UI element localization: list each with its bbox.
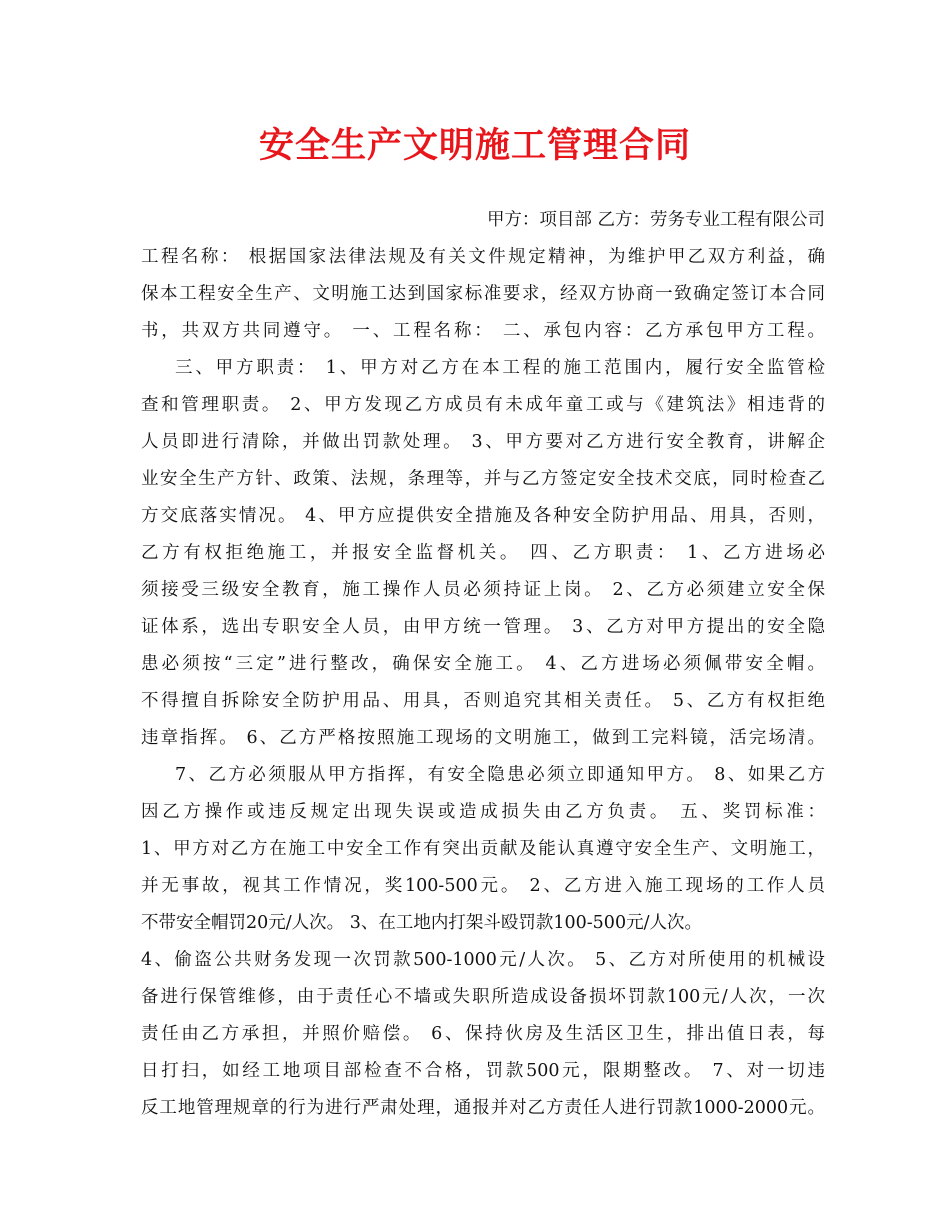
- text-line: 须接受三级安全教育，施工操作人员必须持证上岗。 2、乙方必须建立安全保: [141, 580, 825, 600]
- text-line: 乙方有权拒绝施工，并报安全监督机关。 四、乙方职责： 1、乙方进场必: [141, 543, 825, 563]
- text-line: 患必须按“三定”进行整改，确保安全施工。 4、乙方进场必须佩带安全帽。: [141, 654, 825, 674]
- text-line: 保本工程安全生产、文明施工达到国家标准要求，经双方协商一致确定签订本合同: [141, 284, 825, 304]
- text-line: 业安全生产方针、政策、法规，条理等，并与乙方签定安全技术交底，同时检查乙: [141, 469, 825, 489]
- text-line: 4、偷盗公共财务发现一次罚款500-1000元/人次。 5、乙方对所使用的机械设: [141, 950, 825, 970]
- text-line: 查和管理职责。 2、甲方发现乙方成员有未成年童工或与《建筑法》相违背的: [141, 395, 825, 415]
- text-line: 不带安全帽罚20元/人次。 3、在工地内打架斗殴罚款100-500元/人次。: [141, 913, 702, 933]
- text-line: 备进行保管维修，由于责任心不墙或失职所造成设备损坏罚款100元/人次，一次: [141, 987, 825, 1007]
- text-line: 责任由乙方承担，并照价赔偿。 6、保持伙房及生活区卫生，排出值日表，每: [141, 1024, 825, 1044]
- text-line: 三、甲方职责： 1、甲方对乙方在本工程的施工范围内，履行安全监管检: [175, 358, 825, 378]
- text-line: 反工地管理规章的行为进行严肃处理，通报并对乙方责任人进行罚款1000-2000元。: [141, 1098, 825, 1118]
- text-line: 违章指挥。 6、乙方严格按照施工现场的文明施工，做到工完料镜，活完场清。: [141, 728, 825, 748]
- text-line: 书，共双方共同遵守。 一、工程名称： 二、承包内容：乙方承包甲方工程。: [141, 321, 825, 341]
- text-line-party-names: 甲方：项目部 乙方：劳务专业工程有限公司: [486, 210, 825, 230]
- text-line: 工程名称： 根据国家法律法规及有关文件规定精神，为维护甲乙双方利益，确: [141, 247, 825, 267]
- text-line: 1、甲方对乙方在施工中安全工作有突出贡献及能认真遵守安全生产、文明施工，: [141, 839, 825, 859]
- document-title: 安全生产文明施工管理合同: [258, 125, 691, 166]
- text-line: 日打扫，如经工地项目部检查不合格，罚款500元，限期整改。 7、对一切违: [141, 1061, 825, 1081]
- text-line: 并无事故，视其工作情况，奖100-500元。 2、乙方进入施工现场的工作人员: [141, 876, 825, 896]
- text-line: 因乙方操作或违反规定出现失误或造成损失由乙方负责。 五、奖罚标准：: [141, 802, 825, 822]
- text-line: 7、乙方必须服从甲方指挥，有安全隐患必须立即通知甲方。 8、如果乙方: [175, 765, 825, 785]
- text-line: 方交底落实情况。 4、甲方应提供安全措施及各种安全防护用品、用具，否则，: [141, 506, 825, 526]
- text-line: 人员即进行清除，并做出罚款处理。 3、甲方要对乙方进行安全教育，讲解企: [141, 432, 825, 452]
- text-line: 不得擅自拆除安全防护用品、用具，否则追究其相关责任。 5、乙方有权拒绝: [141, 691, 825, 711]
- text-line: 证体系，选出专职安全人员，由甲方统一管理。 3、乙方对甲方提出的安全隐: [141, 617, 825, 637]
